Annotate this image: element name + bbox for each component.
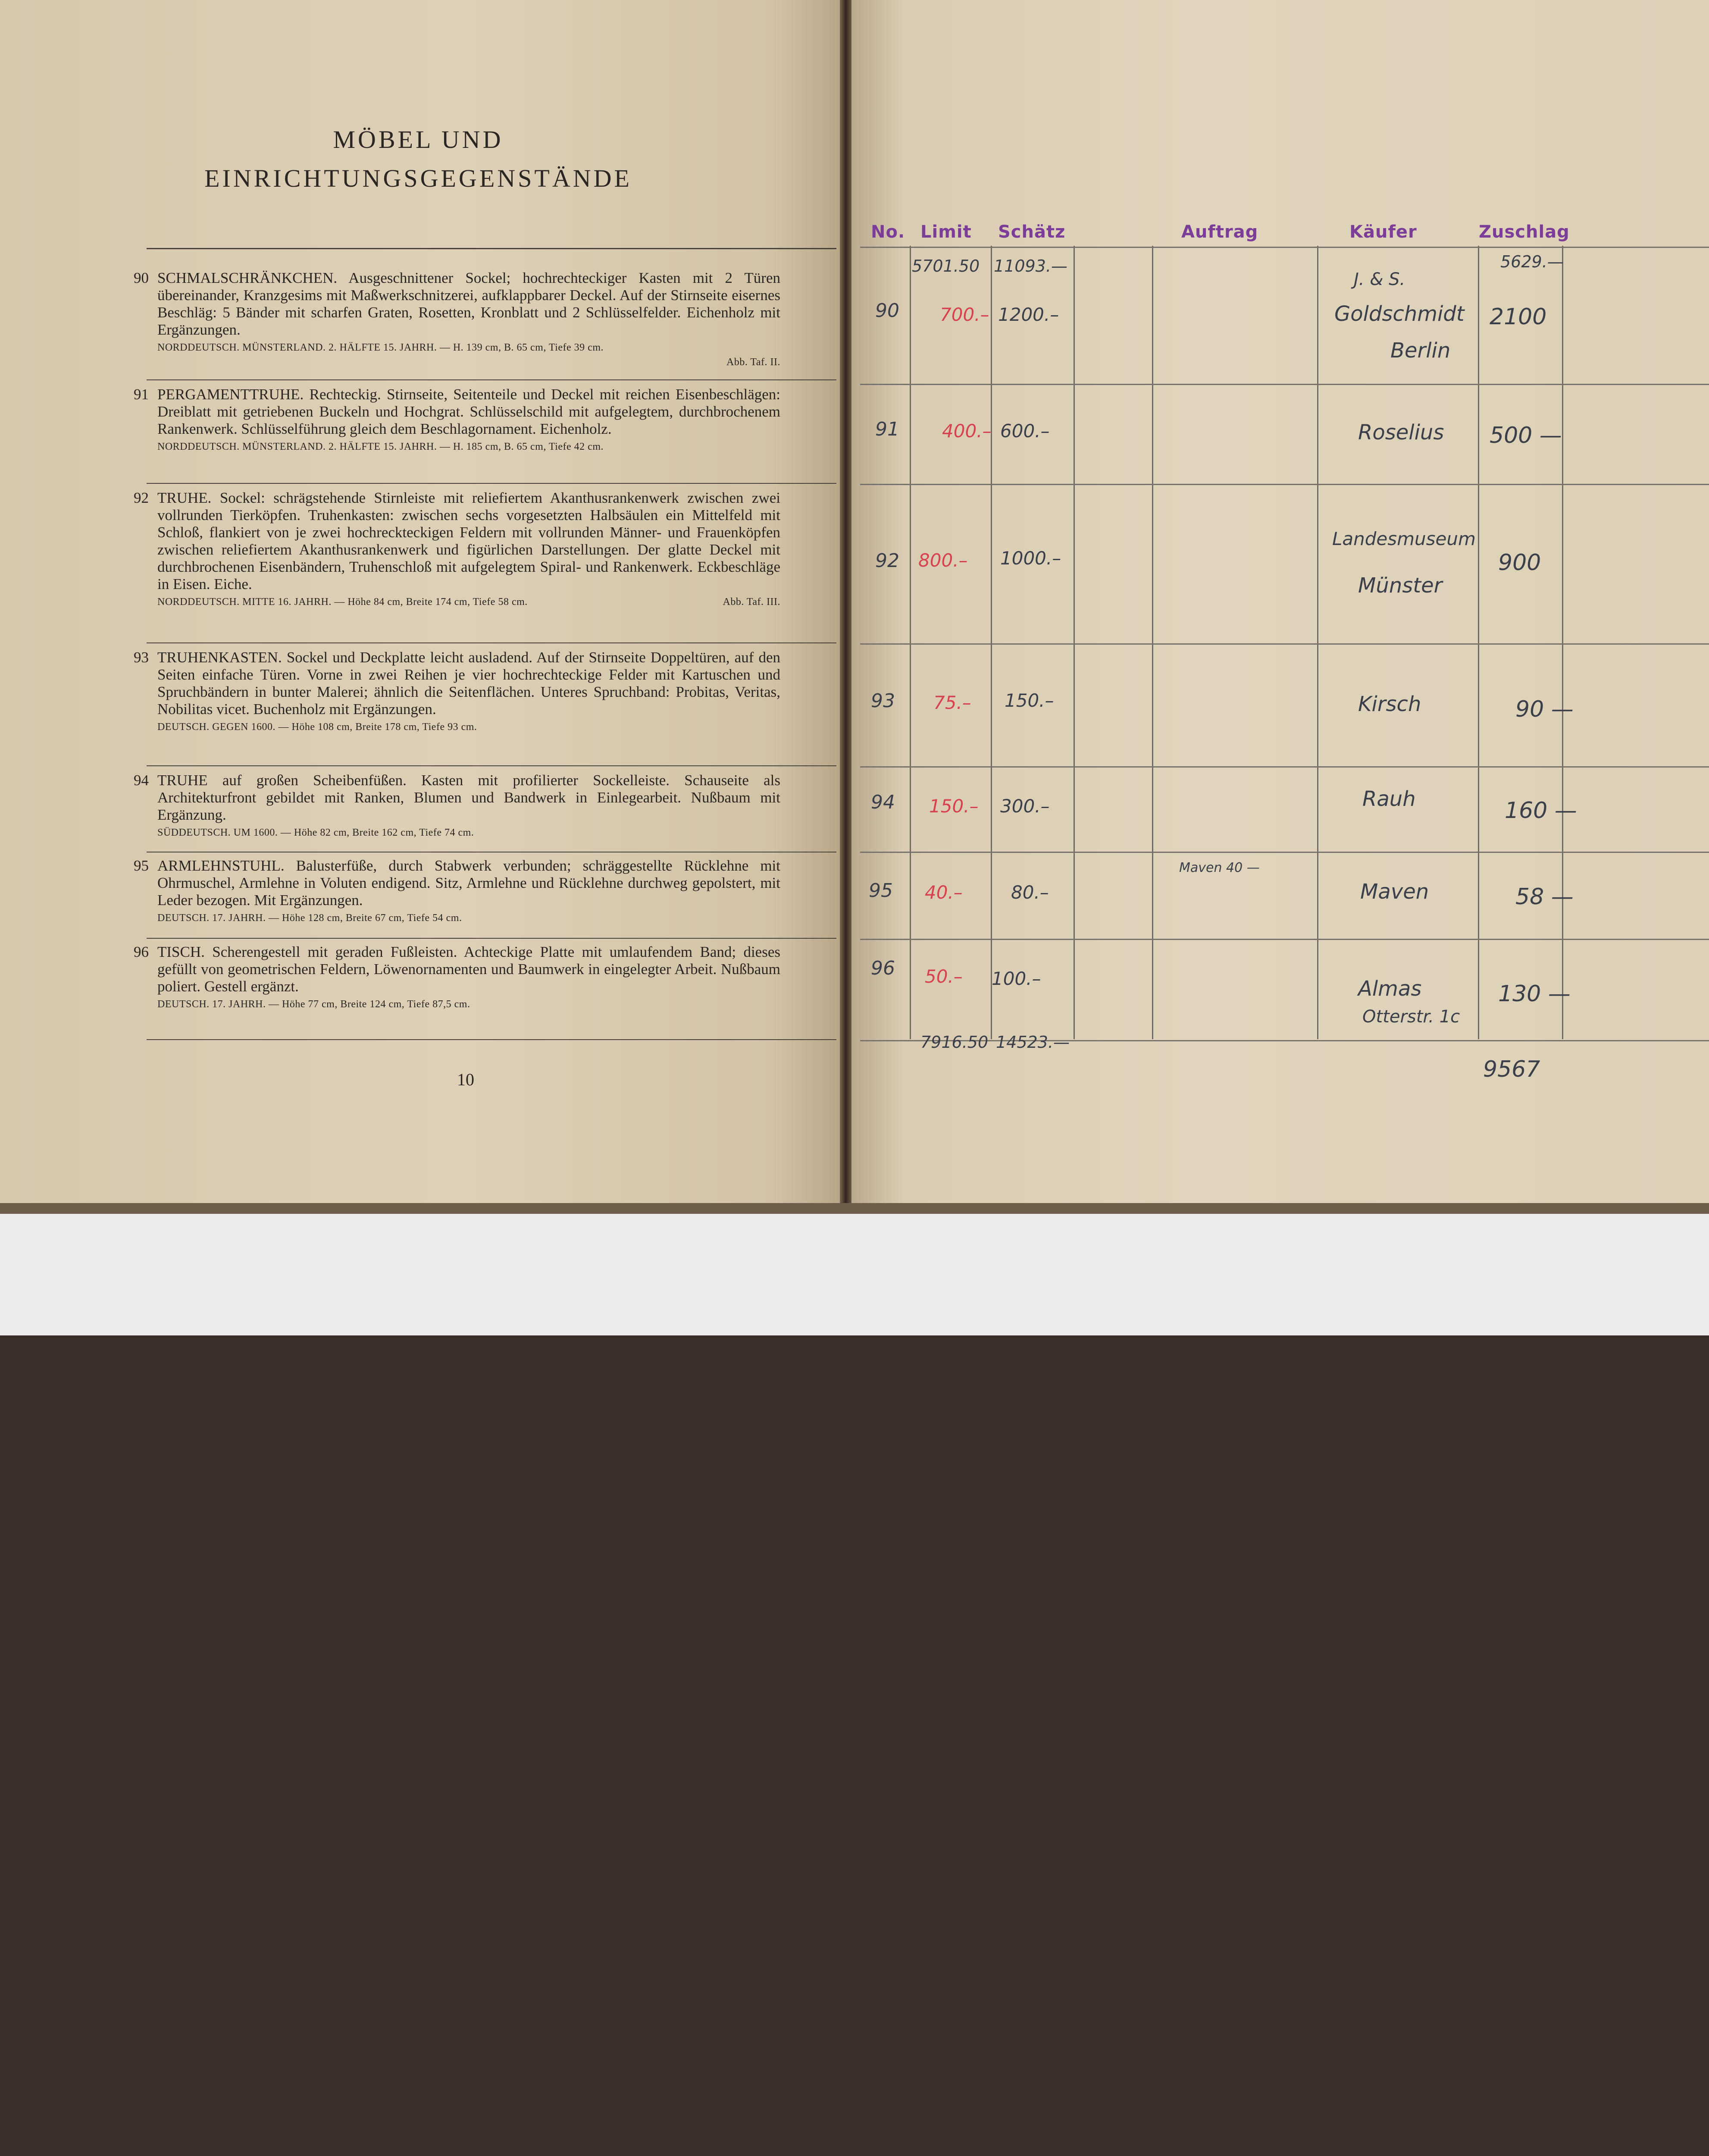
estimate-value: 1000.– (1000, 548, 1061, 569)
entry-text: TISCH. Scherengestell mit geraden Fußleisten. Achteckige Platte mit umlaufendem Band; dieses gefüllt von geometrischen Feldern, Löwenornamenten und Baumwerk in eingelegter Arbeit. Nußbaum poliert. Gestell ergänzt. (157, 943, 780, 995)
book-gutter (840, 0, 851, 1214)
viewer-footer (0, 1214, 1709, 1335)
buyer-name: Maven (1360, 880, 1429, 904)
right-page-ledger (851, 0, 1709, 1214)
row-divider (860, 852, 1709, 853)
hammer-price: 900 (1498, 550, 1541, 576)
entry-meta: NORDDEUTSCH. MÜNSTERLAND. 2. HÄLFTE 15. JAHRH. — H. 185 cm, B. 65 cm, Tiefe 42 cm. (157, 441, 604, 452)
lot-number: 96 (871, 957, 895, 979)
column-divider (1478, 246, 1479, 1039)
entry-number: 94 (134, 772, 149, 789)
entry-meta: SÜDDEUTSCH. UM 1600. — Höhe 82 cm, Breite 162 cm, Tiefe 74 cm. (157, 827, 474, 838)
entry-text: ARMLEHNSTUHL. Balusterfüße, durch Stabwerk verbunden; schräggestellte Rücklehne mit Ohrmuschel, Armlehne in Voluten endigend. Sitz, Armlehne und Rücklehne durchweg gepolstert, mit Leder bezogen. Mit Ergänzungen. (157, 857, 780, 909)
hammer-price: 58 — (1515, 884, 1574, 910)
limit-value: 150.– (929, 796, 979, 817)
entry-number: 95 (134, 857, 149, 874)
row-divider (860, 384, 1709, 385)
row-divider (860, 939, 1709, 940)
column-divider (991, 246, 992, 1039)
rule (147, 248, 836, 249)
column-divider (1562, 246, 1563, 1039)
limit-value: 700.– (940, 304, 989, 325)
entry-number: 90 (134, 270, 149, 286)
header-buyer: Käufer (1349, 222, 1417, 242)
rule (147, 1039, 836, 1040)
buyer-name: J. & S. (1354, 270, 1405, 289)
row-divider (860, 247, 1709, 248)
hammer-price: 90 — (1515, 696, 1574, 722)
catalog-entry-92 (134, 489, 780, 609)
entry-meta: NORDDEUTSCH. MITTE 16. JAHRH. — Höhe 84 cm, Breite 174 cm, Tiefe 58 cm. Abb. Taf. III. (157, 595, 780, 609)
limit-value: 800.– (918, 550, 968, 571)
estimate-value: 100.– (992, 968, 1041, 989)
entry-meta: DEUTSCH. 17. JAHRH. — Höhe 128 cm, Breite 67 cm, Tiefe 54 cm. (157, 912, 462, 924)
lot-number: 91 (875, 418, 899, 440)
buyer-name: Goldschmidt (1334, 302, 1465, 326)
total-limit: 7916.50 (920, 1033, 989, 1052)
limit-value: 400.– (942, 420, 992, 442)
header-order: Auftrag (1181, 222, 1258, 242)
buyer-name: Roselius (1358, 420, 1444, 445)
header-estimate: Schätz (998, 222, 1066, 242)
entry-meta: DEUTSCH. 17. JAHRH. — Höhe 77 cm, Breite 124 cm, Tiefe 87,5 cm. (157, 999, 470, 1010)
column-divider (1152, 246, 1153, 1039)
left-page (0, 0, 840, 1214)
catalog-entry-94 (134, 772, 780, 840)
entry-number: 96 (134, 943, 149, 960)
entry-number: 93 (134, 649, 149, 666)
limit-value: 40.– (925, 882, 963, 903)
carry-over-estimate: 11093.— (994, 257, 1067, 276)
column-divider (1074, 246, 1075, 1039)
rule (147, 938, 836, 939)
header-hammer-price: Zuschlag (1479, 222, 1570, 242)
catalog-entry-91 (134, 386, 780, 454)
entry-plate-ref: Abb. Taf. III. (723, 596, 780, 608)
buyer-name: Kirsch (1358, 692, 1421, 716)
hammer-price: 2100 (1490, 304, 1547, 330)
total-hammer: 9567 (1483, 1056, 1540, 1082)
book-edge (0, 1203, 1709, 1214)
rule (147, 483, 836, 484)
entry-text: TRUHE. Sockel: schrägstehende Stirnleiste mit reliefiertem Akanthusrankenwerk zwischen zwei vollrunden Tierköpfen. Truhenkasten: zwischen sechs vorgesetzten Halbsäulen ein Mittelfeld mit Schloß, flankiert von je zwei hochreckteckigen Feldern mit vollrunden Männer- und Frauenköpfen zwischen reliefiertem Akanthusrankenwerk und figürlichen Darstellungen. Der glatte Deckel mit durchbrochenen Eisenbändern, Truhenschloß mit aufgelegtem Spiral- und Rankenwerk. Eckbeschläge in Eisen. Eiche. (157, 489, 780, 592)
entry-plate-ref: Abb. Taf. II. (726, 357, 780, 368)
estimate-value: 300.– (1000, 796, 1050, 817)
entry-text: PERGAMENTTRUHE. Rechteckig. Stirnseite, Seitenteile und Deckel mit reichen Eisenbeschlägen: Dreiblatt mit getriebenen Buckeln und Hochgrat. Schlüsselschild mit aufgelegtem, durchbrochenem Rankenwerk. Schlüsselführung gleich dem Beschlagornament. Eichenholz. (157, 386, 780, 437)
lot-number: 94 (871, 791, 895, 813)
entry-number: 92 (134, 489, 149, 506)
lot-number: 92 (875, 550, 899, 572)
rule (147, 642, 836, 643)
hammer-price: 130 — (1498, 981, 1571, 1007)
buyer-city: Berlin (1390, 338, 1451, 363)
order-note: Maven 40 — (1179, 860, 1260, 875)
entry-meta: DEUTSCH. GEGEN 1600. — Höhe 108 cm, Breite 178 cm, Tiefe 93 cm. (157, 721, 477, 733)
buyer-city: Münster (1358, 573, 1443, 598)
estimate-value: 600.– (1000, 420, 1050, 442)
catalog-entry-95 (134, 857, 780, 925)
estimate-value: 150.– (1005, 690, 1054, 711)
header-no: No. (871, 222, 905, 242)
catalog-entry-93 (134, 649, 780, 734)
entry-text: TRUHE auf großen Scheibenfüßen. Kasten mit profilierter Sockelleiste. Schauseite als Architekturfront gebildet mit Ranken, Blumen und Bandwerk in Einlegearbeit. Nußbaum mit Ergänzung. (157, 772, 780, 823)
section-title-line1: MÖBEL UND (333, 125, 504, 154)
carry-over-limit: 5701.50 (912, 257, 980, 276)
catalog-entry-96 (134, 943, 780, 1012)
buyer-name: Almas (1358, 977, 1422, 1001)
lot-number: 93 (871, 690, 895, 712)
lot-number: 95 (869, 880, 893, 902)
buyer-name: Rauh (1362, 787, 1416, 811)
limit-value: 50.– (925, 966, 963, 987)
row-divider (860, 766, 1709, 768)
total-estimate: 14523.— (996, 1033, 1070, 1052)
catalog-entry-90 (134, 270, 780, 370)
section-title-line2: EINRICHTUNGSGEGENSTÄNDE (204, 164, 632, 192)
estimate-value: 1200.– (998, 304, 1059, 325)
rule (147, 379, 836, 380)
limit-value: 75.– (933, 692, 971, 713)
row-divider (860, 643, 1709, 645)
entry-text: TRUHENKASTEN. Sockel und Deckplatte leicht ausladend. Auf der Stirnseite Doppeltüren, auf den Seiten einfache Türen. Vorne in zwei Reihen je vier hochrechteckige Felder mit Kartuschen und Spruchbändern in bunter Malerei; ähnlich die Seitenflächen. Unteres Spruchband: Probitas, Veritas, Nobilitas vicet. Buchenholz mit Ergänzungen. (157, 649, 780, 718)
entry-text: SCHMALSCHRÄNKCHEN. Ausgeschnittener Sockel; hochrechteckiger Kasten mit 2 Türen übereinander, Kranzgesims mit Maßwerkschnitzerei, aufklappbarer Deckel. Auf der Stirnseite eisernes Beschläg: 5 Bänder mit scharfen Graten, Rosetten, Kronblatt und 2 Schlüsselfelder. Eichenholz mit Ergänzungen. (157, 270, 780, 338)
page-number: 10 (457, 1070, 474, 1089)
header-limit: Limit (920, 222, 972, 242)
entry-meta: NORDDEUTSCH. MÜNSTERLAND. 2. HÄLFTE 15. JAHRH. — H. 139 cm, B. 65 cm, Tiefe 39 cm. (157, 342, 604, 353)
rule (147, 765, 836, 766)
column-divider (1317, 246, 1318, 1039)
entry-number: 91 (134, 386, 149, 403)
carry-over-hammer: 5629.— (1500, 252, 1564, 271)
hammer-price: 160 — (1505, 798, 1577, 824)
hammer-price: 500 — (1490, 423, 1562, 448)
buyer-name: Landesmuseum (1332, 528, 1476, 549)
lot-number: 90 (875, 300, 899, 322)
estimate-value: 80.– (1011, 882, 1049, 903)
buyer-address: Otterstr. 1c (1362, 1007, 1460, 1027)
row-divider (860, 484, 1709, 485)
column-divider (910, 246, 911, 1039)
